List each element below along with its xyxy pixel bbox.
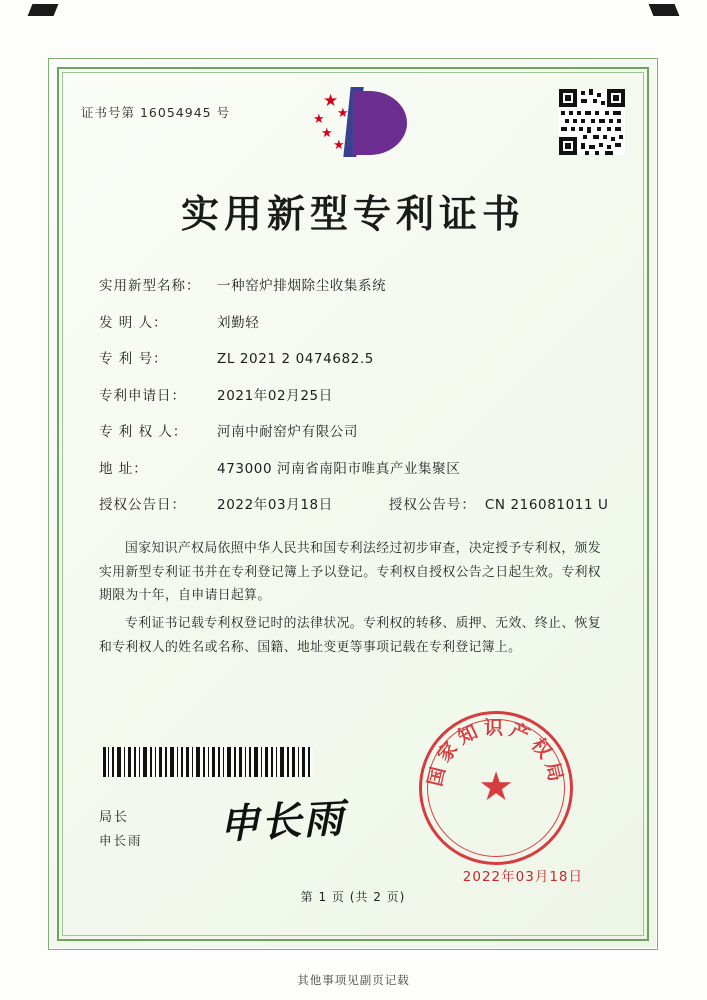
- grant-number-value: CN 216081011 U: [484, 497, 609, 514]
- registration-mark-top-right: [649, 4, 680, 16]
- field-row: [99, 278, 635, 296]
- field-row: [99, 424, 635, 442]
- field-label: 专利申请日：: [99, 387, 186, 404]
- certificate-header: [71, 81, 635, 177]
- field-value: 一种窑炉排烟除尘收集系统: [217, 278, 387, 294]
- seal-arc-text: [422, 714, 570, 862]
- field-row: [99, 388, 635, 406]
- grant-date-value: 2022年03月18日: [217, 497, 333, 514]
- field-label: 实用新型名称：: [99, 278, 201, 294]
- grant-row: [99, 497, 635, 515]
- barcode-icon: [101, 747, 313, 777]
- grant-date-label: 授权公告日：: [99, 497, 186, 514]
- certificate-border: [48, 58, 658, 950]
- field-row: [99, 315, 635, 333]
- signature-block: [99, 794, 429, 849]
- director-name-label: 申长雨: [99, 833, 143, 848]
- field-label: 专 利 号：: [99, 351, 168, 368]
- page-footer: 第 1 页 (共 2 页): [300, 890, 406, 904]
- legal-paragraph-2: 专利证书记载专利权登记时的法律状况。专利权的转移、质押、无效、终止、恢复和专利权人的姓名或名称、国籍、地址变更等事项记载在专利登记簿上。: [99, 615, 601, 655]
- field-label: 地 址：: [99, 460, 148, 477]
- certificate-number: 证书号第 16054945 号: [81, 105, 231, 120]
- field-label: 专 利 权 人：: [99, 424, 188, 441]
- legal-paragraph-1: 国家知识产权局依照中华人民共和国专利法经过初步审查，决定授予专利权，颁发实用新型专利证书并在专利登记簿上予以登记。专利权自授权公告之日起生效。专利权期限为十年，自申请日起算。: [99, 540, 601, 604]
- certificate-content: [71, 81, 635, 927]
- field-list: [99, 278, 635, 515]
- field-row: [99, 351, 635, 369]
- field-value: 河南中耐窑炉有限公司: [217, 424, 358, 441]
- grant-number-label: 授权公告号：: [388, 497, 476, 514]
- field-row: [99, 461, 635, 479]
- svg-text:国家知识产权局: 国家知识产权局: [424, 717, 568, 789]
- page-title: 实用新型专利证书: [180, 192, 525, 236]
- field-label: 发 明 人：: [99, 314, 168, 331]
- star-emblem-icon: ★: [478, 764, 514, 811]
- qr-code-icon: [559, 89, 625, 155]
- field-value: 2021年02月25日: [217, 387, 333, 404]
- director-signature: 申长雨: [218, 794, 347, 849]
- field-value: ZL 2021 2 0474682.5: [217, 351, 374, 368]
- below-note: 其他事项见副页记载: [297, 973, 410, 987]
- director-title-label: 局长: [99, 810, 130, 825]
- seal-date: 2022年03月18日: [462, 869, 583, 885]
- registration-mark-top-left: [28, 4, 59, 16]
- cnipa-logo-icon: ★ ★ ★ ★ ★: [311, 85, 421, 163]
- field-value: 473000 河南省南阳市唯真产业集聚区: [217, 460, 461, 477]
- field-value: 刘勤轻: [217, 314, 260, 331]
- official-seal: [419, 711, 573, 865]
